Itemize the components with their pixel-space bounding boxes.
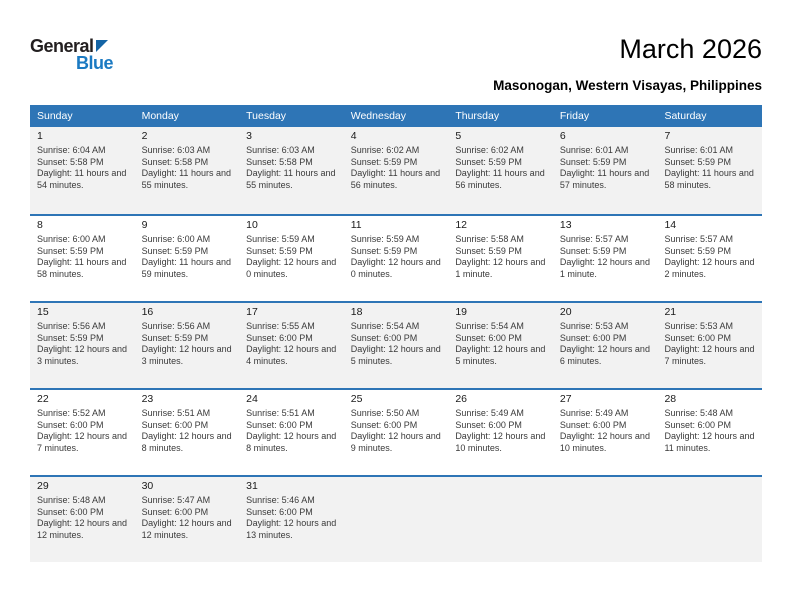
day-cell-1 — [30, 127, 135, 214]
day-daylight: Daylight: 11 hours and 54 minutes. — [37, 168, 127, 190]
day-sunset: Sunset: 6:00 PM — [559, 332, 627, 343]
day-sunrise: Sunrise: 5:46 AM — [246, 495, 315, 505]
day-cell-11 — [344, 216, 449, 301]
day-daylight: Daylight: 11 hours and 58 minutes. — [37, 257, 127, 279]
day-cell-17 — [239, 303, 344, 388]
day-cell-7 — [657, 127, 762, 214]
weekday-thursday: Thursday — [455, 110, 500, 122]
day-number: 12 — [455, 219, 467, 231]
day-cell-28 — [657, 390, 762, 475]
weekday-tuesday: Tuesday — [246, 110, 287, 122]
day-daylight: Daylight: 11 hours and 55 minutes. — [141, 168, 231, 190]
day-daylight: Daylight: 12 hours and 7 minutes. — [664, 344, 755, 366]
day-number: 24 — [246, 393, 258, 405]
day-sunset: Sunset: 6:00 PM — [141, 506, 209, 517]
day-daylight: Daylight: 11 hours and 58 minutes. — [664, 168, 754, 190]
day-sunrise: Sunrise: 6:00 AM — [37, 234, 106, 244]
day-number: 30 — [141, 480, 154, 492]
day-sunset: Sunset: 5:59 PM — [664, 245, 732, 256]
day-number: 20 — [559, 306, 572, 318]
day-cell-27 — [553, 390, 658, 475]
weekday-friday: Friday — [559, 110, 590, 122]
day-sunrise: Sunrise: 5:54 AM — [350, 321, 420, 331]
day-number: 15 — [37, 306, 49, 318]
day-cell-21 — [657, 303, 762, 388]
day-cell-6 — [553, 127, 658, 214]
day-number: 23 — [141, 393, 154, 405]
day-sunrise: Sunrise: 5:51 AM — [246, 408, 315, 418]
logo-text-general: General — [30, 36, 94, 56]
weekday-wednesday: Wednesday — [350, 110, 406, 122]
day-number: 6 — [559, 130, 566, 142]
day-sunrise: Sunrise: 5:53 AM — [559, 321, 629, 331]
day-sunset: Sunset: 6:00 PM — [246, 419, 313, 430]
day-sunrise: Sunrise: 5:55 AM — [246, 321, 315, 331]
day-daylight: Daylight: 12 hours and 5 minutes. — [350, 344, 441, 366]
day-cell-24 — [239, 390, 344, 475]
day-sunrise: Sunrise: 6:01 AM — [664, 145, 734, 155]
day-sunset: Sunset: 6:00 PM — [350, 332, 418, 343]
day-daylight: Daylight: 12 hours and 0 minutes. — [350, 257, 441, 279]
day-cell-5 — [448, 127, 553, 214]
day-cell-23 — [135, 390, 240, 475]
day-daylight: Daylight: 12 hours and 8 minutes. — [141, 431, 232, 453]
day-sunrise: Sunrise: 5:48 AM — [664, 408, 734, 418]
week-row-5 — [30, 475, 762, 562]
day-cell-22 — [30, 390, 135, 475]
day-sunrise: Sunrise: 5:49 AM — [455, 408, 524, 418]
day-cell-4 — [344, 127, 449, 214]
day-number: 1 — [37, 130, 43, 142]
day-number: 7 — [664, 130, 671, 142]
day-cell-18 — [344, 303, 449, 388]
month-title: March 2026 — [619, 34, 762, 64]
day-number: 19 — [455, 306, 467, 318]
day-number: 10 — [246, 219, 258, 231]
day-daylight: Daylight: 11 hours and 56 minutes. — [455, 168, 545, 190]
day-sunset: Sunset: 5:58 PM — [37, 156, 104, 167]
day-number: 17 — [246, 306, 258, 318]
day-daylight: Daylight: 12 hours and 10 minutes. — [455, 431, 546, 453]
day-number: 18 — [350, 306, 363, 318]
logo-text-blue: Blue — [76, 53, 114, 73]
day-sunrise: Sunrise: 5:58 AM — [455, 234, 524, 244]
day-sunset: Sunset: 6:00 PM — [246, 506, 313, 517]
day-cell-14 — [657, 216, 762, 301]
general-blue-logo — [30, 36, 113, 74]
day-cell-26 — [448, 390, 553, 475]
day-number: 16 — [141, 306, 154, 318]
day-daylight: Daylight: 12 hours and 8 minutes. — [246, 431, 337, 453]
day-daylight: Daylight: 12 hours and 6 minutes. — [559, 344, 650, 366]
day-sunrise: Sunrise: 5:49 AM — [559, 408, 629, 418]
week-row-3 — [30, 301, 762, 388]
day-cell-31 — [239, 477, 344, 562]
day-number: 22 — [37, 393, 49, 405]
calendar-table — [30, 105, 762, 562]
day-number: 4 — [350, 130, 357, 142]
day-sunrise: Sunrise: 5:56 AM — [141, 321, 211, 331]
day-daylight: Daylight: 12 hours and 12 minutes. — [37, 518, 128, 540]
day-cell-20 — [553, 303, 658, 388]
day-sunrise: Sunrise: 6:02 AM — [350, 145, 420, 155]
day-sunset: Sunset: 6:00 PM — [37, 506, 104, 517]
weekday-monday: Monday — [141, 110, 179, 122]
day-daylight: Daylight: 12 hours and 1 minute. — [455, 257, 546, 279]
day-sunrise: Sunrise: 6:01 AM — [559, 145, 629, 155]
day-daylight: Daylight: 12 hours and 3 minutes. — [141, 344, 232, 366]
day-cell-19 — [448, 303, 553, 388]
day-sunset: Sunset: 5:58 PM — [141, 156, 209, 167]
day-daylight: Daylight: 11 hours and 59 minutes. — [141, 257, 231, 279]
day-sunrise: Sunrise: 5:59 AM — [246, 234, 315, 244]
day-sunset: Sunset: 6:00 PM — [559, 419, 627, 430]
day-cell-empty — [344, 477, 449, 562]
day-sunrise: Sunrise: 5:48 AM — [37, 495, 106, 505]
day-sunset: Sunset: 5:59 PM — [455, 156, 522, 167]
day-cell-8 — [30, 216, 135, 301]
day-number: 9 — [141, 219, 148, 231]
day-number: 5 — [455, 130, 462, 142]
day-sunset: Sunset: 6:00 PM — [37, 419, 104, 430]
day-number: 25 — [350, 393, 363, 405]
day-sunrise: Sunrise: 5:47 AM — [141, 495, 211, 505]
day-number: 31 — [246, 480, 258, 492]
day-daylight: Daylight: 12 hours and 4 minutes. — [246, 344, 337, 366]
day-sunrise: Sunrise: 5:59 AM — [350, 234, 420, 244]
day-number: 14 — [664, 219, 677, 231]
day-daylight: Daylight: 12 hours and 2 minutes. — [664, 257, 755, 279]
day-sunset: Sunset: 5:59 PM — [37, 245, 104, 256]
day-number: 27 — [559, 393, 572, 405]
day-cell-15 — [30, 303, 135, 388]
day-sunrise: Sunrise: 5:57 AM — [559, 234, 629, 244]
day-cell-30 — [135, 477, 240, 562]
day-number: 8 — [37, 219, 43, 231]
day-sunset: Sunset: 6:00 PM — [246, 332, 313, 343]
day-sunrise: Sunrise: 5:54 AM — [455, 321, 524, 331]
day-cell-empty — [448, 477, 553, 562]
day-cell-empty — [657, 477, 762, 562]
day-sunrise: Sunrise: 6:02 AM — [455, 145, 524, 155]
weeks-container — [30, 127, 762, 562]
week-row-1 — [30, 127, 762, 214]
day-sunrise: Sunrise: 6:04 AM — [37, 145, 106, 155]
day-number: 11 — [350, 219, 362, 231]
day-sunset: Sunset: 6:00 PM — [141, 419, 209, 430]
day-cell-16 — [135, 303, 240, 388]
day-sunrise: Sunrise: 6:00 AM — [141, 234, 211, 244]
day-daylight: Daylight: 11 hours and 56 minutes. — [350, 168, 441, 190]
week-row-4 — [30, 388, 762, 475]
day-daylight: Daylight: 12 hours and 12 minutes. — [141, 518, 232, 540]
day-number: 29 — [37, 480, 49, 492]
logo-triangle-icon — [96, 40, 108, 52]
day-number: 28 — [664, 393, 677, 405]
weekday-sunday: Sunday — [37, 110, 73, 122]
day-sunset: Sunset: 6:00 PM — [455, 419, 522, 430]
day-number: 2 — [141, 130, 148, 142]
day-sunset: Sunset: 6:00 PM — [350, 419, 418, 430]
day-sunset: Sunset: 5:58 PM — [246, 156, 313, 167]
day-daylight: Daylight: 12 hours and 7 minutes. — [37, 431, 128, 453]
day-sunset: Sunset: 6:00 PM — [455, 332, 522, 343]
day-daylight: Daylight: 12 hours and 3 minutes. — [37, 344, 128, 366]
day-number: 26 — [455, 393, 467, 405]
day-daylight: Daylight: 12 hours and 1 minute. — [559, 257, 650, 279]
day-sunrise: Sunrise: 5:51 AM — [141, 408, 211, 418]
location-subtitle: Masonogan, Western Visayas, Philippines — [493, 78, 762, 93]
day-daylight: Daylight: 12 hours and 13 minutes. — [246, 518, 337, 540]
day-sunrise: Sunrise: 5:52 AM — [37, 408, 106, 418]
day-sunrise: Sunrise: 5:50 AM — [350, 408, 420, 418]
day-daylight: Daylight: 12 hours and 11 minutes. — [664, 431, 755, 453]
week-row-2 — [30, 214, 762, 301]
day-sunset: Sunset: 5:59 PM — [455, 245, 522, 256]
day-sunset: Sunset: 5:59 PM — [559, 245, 627, 256]
day-sunrise: Sunrise: 6:03 AM — [141, 145, 211, 155]
day-sunset: Sunset: 5:59 PM — [664, 156, 732, 167]
day-sunrise: Sunrise: 6:03 AM — [246, 145, 315, 155]
day-sunset: Sunset: 6:00 PM — [664, 419, 732, 430]
day-number: 13 — [559, 219, 572, 231]
day-sunrise: Sunrise: 5:53 AM — [664, 321, 734, 331]
day-sunset: Sunset: 6:00 PM — [664, 332, 732, 343]
day-sunrise: Sunrise: 5:57 AM — [664, 234, 734, 244]
day-cell-2 — [135, 127, 240, 214]
day-sunset: Sunset: 5:59 PM — [350, 245, 418, 256]
day-number: 21 — [664, 306, 677, 318]
day-number: 3 — [246, 130, 252, 142]
day-sunset: Sunset: 5:59 PM — [350, 156, 418, 167]
day-daylight: Daylight: 12 hours and 0 minutes. — [246, 257, 337, 279]
day-cell-25 — [344, 390, 449, 475]
day-cell-empty — [553, 477, 658, 562]
day-cell-3 — [239, 127, 344, 214]
day-cell-9 — [135, 216, 240, 301]
weekday-header-row — [30, 105, 762, 127]
day-daylight: Daylight: 12 hours and 10 minutes. — [559, 431, 650, 453]
day-daylight: Daylight: 12 hours and 5 minutes. — [455, 344, 546, 366]
weekday-saturday: Saturday — [664, 110, 707, 122]
day-sunset: Sunset: 5:59 PM — [246, 245, 313, 256]
day-sunset: Sunset: 5:59 PM — [37, 332, 104, 343]
day-daylight: Daylight: 11 hours and 57 minutes. — [559, 168, 650, 190]
day-sunset: Sunset: 5:59 PM — [141, 245, 209, 256]
day-sunset: Sunset: 5:59 PM — [559, 156, 627, 167]
day-cell-10 — [239, 216, 344, 301]
day-daylight: Daylight: 12 hours and 9 minutes. — [350, 431, 441, 453]
day-cell-29 — [30, 477, 135, 562]
day-cell-13 — [553, 216, 658, 301]
day-daylight: Daylight: 11 hours and 55 minutes. — [246, 168, 336, 190]
day-sunset: Sunset: 5:59 PM — [141, 332, 209, 343]
day-sunrise: Sunrise: 5:56 AM — [37, 321, 106, 331]
day-cell-12 — [448, 216, 553, 301]
